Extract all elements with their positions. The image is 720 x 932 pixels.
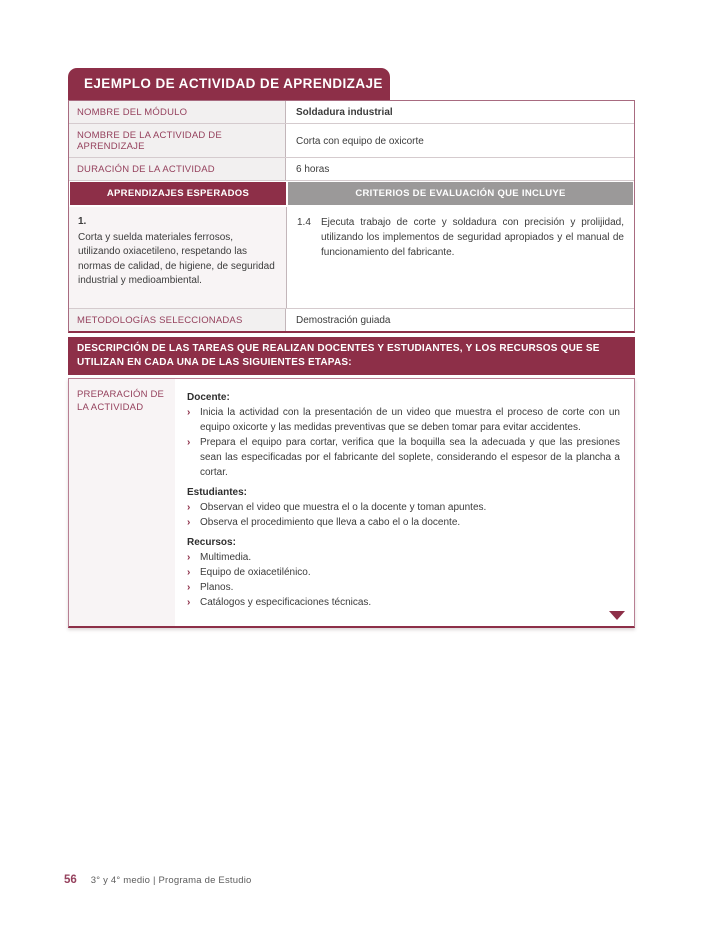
table-row — [69, 124, 634, 158]
duration-label: DURACIÓN DE LA ACTIVIDAD — [69, 158, 286, 180]
continuation-arrow-icon — [609, 611, 625, 620]
list-item — [187, 550, 620, 565]
bullet-icon: › — [187, 582, 191, 593]
bullet-icon: › — [187, 552, 191, 563]
footer-text: 3° y 4° medio | Programa de Estudio — [90, 875, 252, 886]
students-group-title: Estudiantes: — [187, 487, 248, 498]
expected-learnings-header: APRENDIZAJES ESPERADOS — [69, 181, 287, 206]
duration-value: 6 horas — [296, 164, 330, 175]
resources-group-title: Recursos: — [187, 537, 236, 548]
methodologies-label: METODOLOGÍAS SELECCIONADAS — [69, 309, 286, 331]
tasks-description-banner: DESCRIPCIÓN DE LAS TAREAS QUE REALIZAN DOCENTES Y ESTUDIANTES, Y LOS RECURSOS QUE SE UTILIZAN EN CADA UNA DE LAS SIGUIENTES ETAPAS: — [68, 337, 635, 375]
table-row — [69, 158, 634, 181]
learning-text: Corta y suelda materiales ferrosos, utilizando oxiacetileno, respetando las normas de calidad, de higiene, de seguridad industrial y medioambiental. — [78, 231, 275, 286]
list-item-text: Prepara el equipo para cortar, verifica que la boquilla sea la adecuada y que las presiones sean las especificadas por el fabricante del soplete, considerando el espesor de la plancha a cortar. — [200, 437, 620, 478]
expected-learning-cell — [69, 207, 287, 308]
bullet-icon: › — [187, 437, 191, 448]
list-item-text: Observan el video que muestra el o la docente y toman apuntes. — [200, 502, 487, 513]
learning-number: 1. — [78, 216, 87, 227]
module-name-value: Soldadura industrial — [296, 107, 393, 118]
list-item-text: Planos. — [200, 582, 234, 593]
evaluation-criteria-header: CRITERIOS DE EVALUACIÓN QUE INCLUYE — [287, 181, 634, 206]
preparation-section — [68, 378, 635, 628]
bullet-icon: › — [187, 407, 191, 418]
bullet-icon: › — [187, 567, 191, 578]
methodologies-value: Demostración guiada — [296, 315, 391, 326]
list-item — [187, 580, 620, 595]
bullet-icon: › — [187, 597, 191, 608]
page-footer — [64, 874, 252, 886]
list-item-text: Equipo de oxiacetilénico. — [200, 567, 311, 578]
list-item-text: Observa el procedimiento que lleva a cabo el o la docente. — [200, 517, 461, 528]
criteria-text: Ejecuta trabajo de corte y soldadura con precisión y prolijidad, utilizando los implementos de seguridad apropiados y el manual de funcionamiento del fabricante. — [321, 217, 624, 258]
activity-name-value: Corta con equipo de oxicorte — [296, 135, 424, 147]
students-task-list — [187, 500, 620, 530]
table-row — [69, 309, 634, 331]
resources-list — [187, 550, 620, 610]
page-title: EJEMPLO DE ACTIVIDAD DE APRENDIZAJE — [68, 68, 390, 100]
list-item — [187, 595, 620, 610]
column-headers-row — [69, 181, 634, 207]
list-item — [187, 500, 620, 515]
teacher-task-list — [187, 405, 620, 480]
activity-name-label: NOMBRE DE LA ACTIVIDAD DE APRENDIZAJE — [69, 124, 286, 157]
criteria-number: 1.4 — [297, 217, 311, 228]
list-item — [187, 565, 620, 580]
bullet-icon: › — [187, 502, 191, 513]
evaluation-criteria-cell — [287, 207, 634, 308]
activity-info-table — [68, 100, 635, 333]
list-item — [187, 435, 620, 480]
preparation-stage-label: PREPARACIÓN DE LA ACTIVIDAD — [69, 379, 175, 626]
learning-criteria-row — [69, 207, 634, 309]
list-item-text: Multimedia. — [200, 552, 252, 563]
table-row — [69, 101, 634, 124]
activity-sheet — [68, 68, 635, 628]
list-item — [187, 405, 620, 435]
preparation-content — [175, 379, 634, 626]
list-item — [187, 515, 620, 530]
module-name-label: NOMBRE DEL MÓDULO — [69, 101, 286, 123]
list-item-text: Inicia la actividad con la presentación de un video que muestra el proceso de corte con un equipo oxicorte y las medidas preventivas que se deben tomar para evitar accidentes. — [200, 407, 620, 433]
page-number: 56 — [64, 874, 77, 886]
teacher-group-title: Docente: — [187, 392, 230, 403]
criteria-item — [297, 215, 624, 260]
bullet-icon: › — [187, 517, 191, 528]
list-item-text: Catálogos y especificaciones técnicas. — [200, 597, 372, 608]
